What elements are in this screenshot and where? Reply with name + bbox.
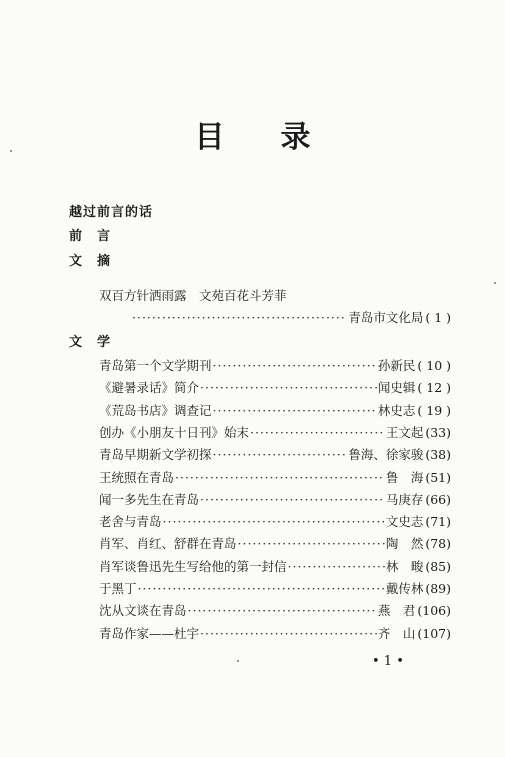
- leader-dots: [213, 358, 377, 373]
- leader-dots: [132, 310, 347, 325]
- toc-entry[interactable]: [99, 356, 451, 374]
- front-item-preface[interactable]: 前 言: [69, 229, 112, 244]
- page-number: • 1 •: [372, 654, 404, 669]
- toc-entry-page: ( 10 ): [417, 358, 451, 373]
- toc-entry[interactable]: [99, 378, 451, 396]
- toc-entry-author: 陶 然: [385, 536, 424, 551]
- toc-entry-title: 老舍与青岛: [99, 514, 162, 529]
- toc-entry[interactable]: [99, 534, 451, 552]
- section-heading-wenzhai: 文 摘: [69, 254, 112, 269]
- toc-entry[interactable]: [99, 624, 451, 642]
- toc-entry-page: (66): [425, 492, 451, 507]
- leader-dots: [188, 603, 377, 618]
- toc-entry-page: (33): [425, 425, 451, 440]
- toc-entry[interactable]: [99, 445, 451, 463]
- title-char-1: 目: [194, 120, 225, 155]
- toc-entry-title: 《避暑录话》简介: [99, 380, 200, 395]
- toc-entry-page: (78): [425, 536, 451, 551]
- leader-dots: [175, 470, 385, 485]
- leader-dots: [200, 380, 377, 395]
- toc-entry-title: 闻一多先生在青岛: [99, 492, 200, 507]
- toc-entry-author: 燕 君: [377, 603, 416, 618]
- toc-entry-page: ( 1 ): [425, 310, 451, 325]
- toc-entry-page: (107): [417, 626, 451, 641]
- toc-entry[interactable]: [99, 557, 451, 575]
- leader-dots: [163, 514, 385, 529]
- toc-entry[interactable]: [99, 579, 451, 597]
- toc-entry[interactable]: [99, 401, 451, 419]
- toc-entry-page: (51): [425, 470, 451, 485]
- leader-dots: [238, 536, 385, 551]
- toc-entry-author: 文史志: [385, 514, 424, 529]
- toc-entry-title: 王统照在青岛: [99, 470, 175, 485]
- leader-dots: [213, 403, 377, 418]
- page-title: [0, 112, 505, 156]
- scan-speck: [494, 282, 496, 284]
- toc-entry-title: 肖军、肖红、舒群在青岛: [99, 536, 237, 551]
- leader-dots: [250, 425, 385, 440]
- toc-entry-page: (89): [425, 581, 451, 596]
- toc-entry-page: (85): [425, 559, 451, 574]
- toc-entry[interactable]: [99, 490, 451, 508]
- toc-entry-author: 鲁海、徐家骏: [348, 447, 424, 462]
- toc-entry-title: 肖军谈鲁迅先生写给他的第一封信: [99, 559, 287, 574]
- toc-entry-title: 青岛第一个文学期刊: [99, 358, 212, 373]
- toc-entry-author: 鲁 海: [385, 470, 424, 485]
- toc-entry-author: 马庚存: [385, 492, 424, 507]
- toc-entry-author: 林 畯: [385, 559, 424, 574]
- toc-entry[interactable]: [99, 512, 451, 530]
- leader-dots: [213, 447, 348, 462]
- toc-entry-page: ( 19 ): [417, 403, 451, 418]
- leader-dots: [200, 626, 377, 641]
- toc-entry-page: ( 12 ): [417, 380, 451, 395]
- toc-entry[interactable]: [99, 468, 451, 486]
- toc-entry-page: (71): [425, 514, 451, 529]
- title-char-2: 录: [280, 120, 311, 155]
- leader-dots: [288, 559, 385, 574]
- toc-entry-author: 王文起: [385, 425, 424, 440]
- toc-entry-title: 创办《小朋友十日刊》始末: [99, 425, 250, 440]
- front-item-preface-note[interactable]: 越过前言的话: [69, 205, 154, 220]
- toc-entry[interactable]: [99, 423, 451, 441]
- toc-entry-title: 沈从文谈在青岛: [99, 603, 187, 618]
- section-heading-wenxue: 文 学: [69, 335, 112, 350]
- toc-entry-author: 林史志: [377, 403, 416, 418]
- toc-entry-author: 孙新民: [377, 358, 416, 373]
- toc-entry-wenzhai[interactable]: [131, 308, 451, 326]
- toc-entry-title: 青岛作家——杜宇: [99, 626, 200, 641]
- toc-entry-page: (38): [425, 447, 451, 462]
- toc-entry-title: 青岛早期新文学初探: [99, 447, 212, 462]
- toc-entry[interactable]: [99, 601, 451, 619]
- toc-entry-wenzhai-title[interactable]: 双百方针洒雨露 文苑百花斗芳菲: [99, 288, 287, 303]
- scan-speck: [10, 150, 12, 152]
- toc-entry-author: 齐 山: [377, 626, 416, 641]
- leader-dots: [200, 492, 385, 507]
- toc-entry-author: 戴传林: [385, 581, 424, 596]
- toc-entry-author: 青岛市文化局: [348, 310, 424, 325]
- toc-entry-title: 于黑丁: [99, 581, 137, 596]
- toc-entry-page: (106): [417, 603, 451, 618]
- toc-entry-author: 闻史辑: [377, 380, 416, 395]
- leader-dots: [138, 581, 385, 596]
- scan-speck: [237, 660, 239, 662]
- toc-entry-title: 《荒岛书店》调查记: [99, 403, 212, 418]
